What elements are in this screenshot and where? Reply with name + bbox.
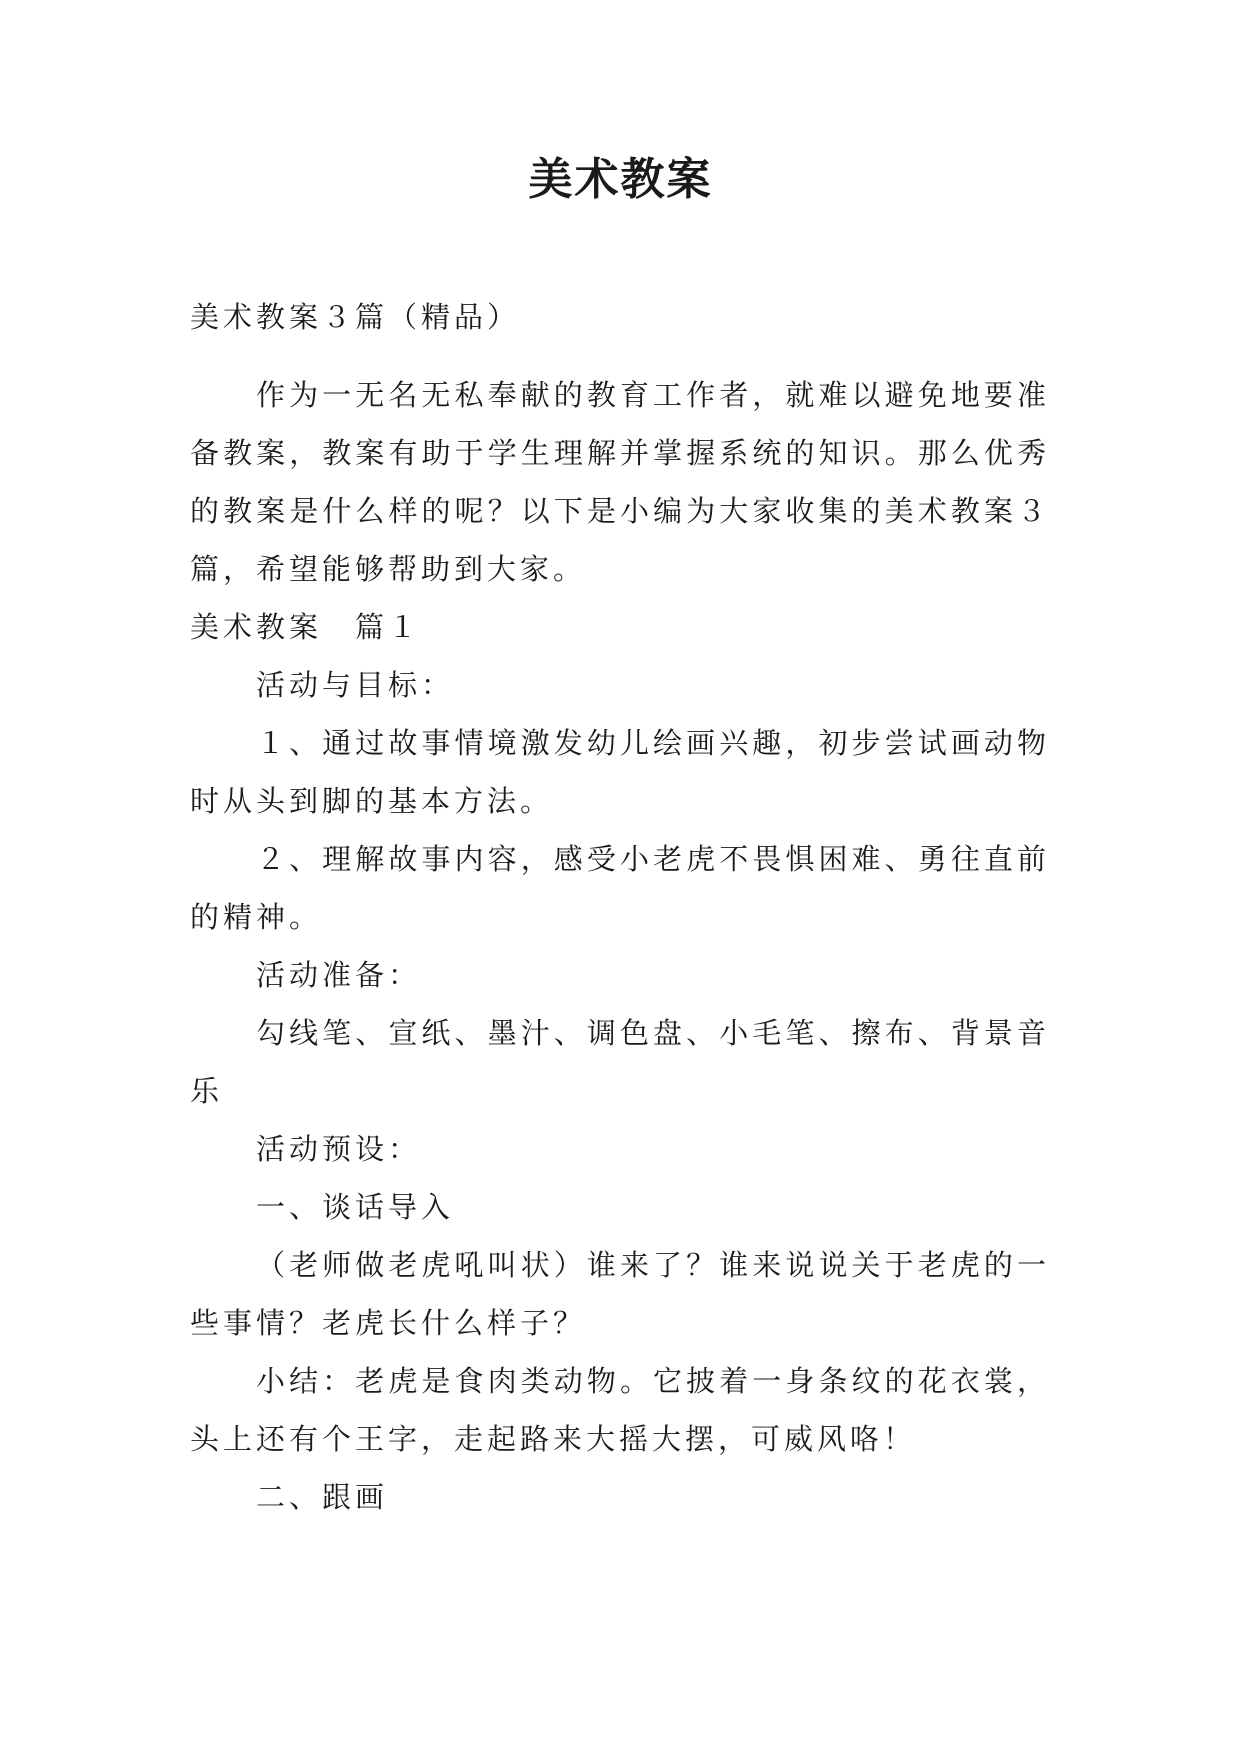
goal-item-1: １、通过故事情境激发幼儿绘画兴趣，初步尝试画动物时从头到脚的基本方法。 — [190, 726, 1050, 818]
materials-list: 勾线笔、宣纸、墨汁、调色盘、小毛笔、擦布、背景音乐 — [190, 1016, 1050, 1108]
summary-paragraph: 小结：老虎是食肉类动物。它披着一身条纹的花衣裳，头上还有个王字，走起路来大摇大摆，可威风咯！ — [190, 1364, 1050, 1456]
activity-prep-heading: 活动准备： — [256, 958, 422, 992]
goal-item-2: ２、理解故事内容，感受小老虎不畏惧困难、勇往直前的精神。 — [190, 842, 1050, 934]
activity-plan-heading: 活动预设： — [256, 1132, 422, 1166]
activity-goals-heading: 活动与目标： — [256, 668, 455, 702]
document-body — [190, 366, 1050, 1526]
document-subtitle: 美术教案３篇（精品） — [190, 300, 521, 334]
step-1-content: （老师做老虎吼叫状）谁来了？谁来说说关于老虎的一些事情？老虎长什么样子？ — [190, 1248, 1050, 1340]
step-1-heading: 一、谈话导入 — [256, 1190, 455, 1224]
document-title: 美术教案 — [528, 154, 713, 205]
section-heading: 美术教案 篇１ — [190, 610, 422, 644]
intro-paragraph: 作为一无名无私奉献的教育工作者，就难以避免地要准备教案，教案有助于学生理解并掌握系统的知识。那么优秀的教案是什么样的呢？以下是小编为大家收集的美术教案３篇，希望能够帮助到大家。 — [190, 378, 1050, 586]
step-2-heading: 二、跟画 — [256, 1480, 389, 1514]
